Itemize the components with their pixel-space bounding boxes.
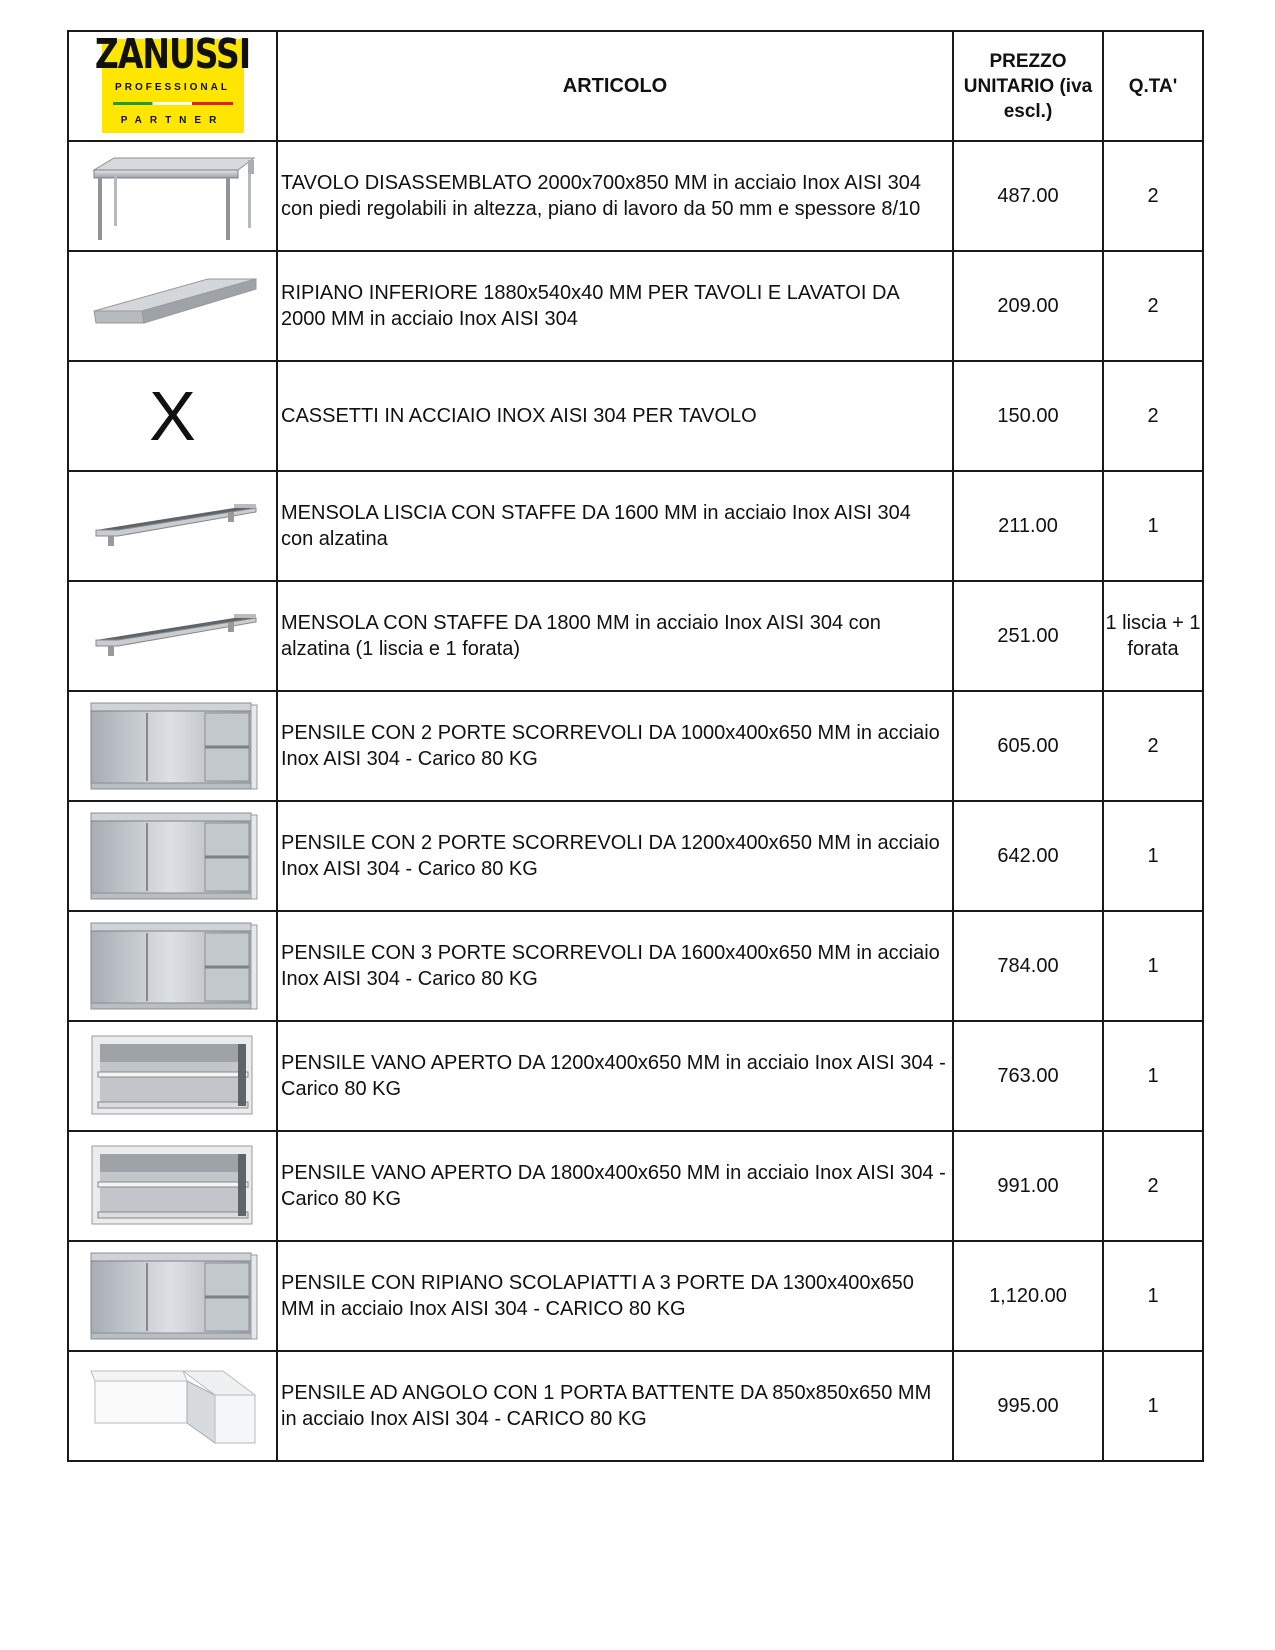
table-row bbox=[68, 141, 1203, 251]
header-row bbox=[68, 31, 1203, 141]
product-image-cell bbox=[68, 801, 277, 911]
table-row bbox=[68, 1241, 1203, 1351]
logo-line1: PROFESSIONAL bbox=[115, 82, 230, 93]
sliding-cabinet-image bbox=[69, 809, 276, 903]
table-row bbox=[68, 1351, 1203, 1461]
item-description: PENSILE VANO APERTO DA 1200x400x650 MM in acciaio Inox AISI 304 - Carico 80 KG bbox=[277, 1021, 953, 1131]
table-image bbox=[69, 148, 276, 244]
item-description: CASSETTI IN ACCIAIO INOX AISI 304 PER TAVOLO bbox=[277, 361, 953, 471]
header-qty: Q.TA' bbox=[1103, 31, 1203, 141]
sliding-cabinet-image bbox=[69, 1249, 276, 1343]
table-row bbox=[68, 471, 1203, 581]
open-cabinet-image bbox=[69, 1032, 276, 1120]
unit-price: 1,120.00 bbox=[953, 1241, 1103, 1351]
x-mark: X bbox=[149, 377, 196, 455]
item-description: PENSILE CON 2 PORTE SCORREVOLI DA 1000x400x650 MM in acciaio Inox AISI 304 - Carico 80 KG bbox=[277, 691, 953, 801]
open-cabinet-image bbox=[69, 1142, 276, 1230]
product-image-cell bbox=[68, 1351, 277, 1461]
unit-price: 784.00 bbox=[953, 911, 1103, 1021]
item-description: PENSILE AD ANGOLO CON 1 PORTA BATTENTE DA 850x850x650 MM in acciaio Inox AISI 304 - CARICO 80 KG bbox=[277, 1351, 953, 1461]
product-image-cell bbox=[68, 251, 277, 361]
table-row bbox=[68, 361, 1203, 471]
product-image-cell bbox=[68, 691, 277, 801]
table-row bbox=[68, 1021, 1203, 1131]
product-image-cell bbox=[68, 1021, 277, 1131]
logo-cell bbox=[68, 31, 277, 141]
quantity: 2 bbox=[1103, 141, 1203, 251]
quantity: 2 bbox=[1103, 361, 1203, 471]
item-description: PENSILE CON RIPIANO SCOLAPIATTI A 3 PORTE DA 1300x400x650 MM in acciaio Inox AISI 304 - CARICO 80 KG bbox=[277, 1241, 953, 1351]
item-description: MENSOLA LISCIA CON STAFFE DA 1600 MM in acciaio Inox AISI 304 con alzatina bbox=[277, 471, 953, 581]
unit-price: 763.00 bbox=[953, 1021, 1103, 1131]
logo-brand: ZANUSSI bbox=[94, 29, 251, 78]
table-row bbox=[68, 691, 1203, 801]
sliding-cabinet-image bbox=[69, 699, 276, 793]
item-description: TAVOLO DISASSEMBLATO 2000x700x850 MM in acciaio Inox AISI 304 con piedi regolabili in altezza, piano di lavoro da 50 mm e spessore 8/10 bbox=[277, 141, 953, 251]
wall-shelf-image bbox=[69, 604, 276, 668]
table-row bbox=[68, 911, 1203, 1021]
product-image-cell bbox=[68, 471, 277, 581]
wall-shelf-image bbox=[69, 494, 276, 558]
quantity: 1 liscia + 1 forata bbox=[1103, 581, 1203, 691]
price-table bbox=[67, 30, 1204, 1462]
logo-tricolor-stripe bbox=[113, 102, 233, 105]
unit-price: 251.00 bbox=[953, 581, 1103, 691]
product-image-cell bbox=[68, 141, 277, 251]
quantity: 2 bbox=[1103, 691, 1203, 801]
item-description: RIPIANO INFERIORE 1880x540x40 MM PER TAVOLI E LAVATOI DA 2000 MM in acciaio Inox AISI 304 bbox=[277, 251, 953, 361]
unit-price: 605.00 bbox=[953, 691, 1103, 801]
unit-price: 487.00 bbox=[953, 141, 1103, 251]
header-price: PREZZO UNITARIO (iva escl.) bbox=[953, 31, 1103, 141]
item-description: PENSILE CON 2 PORTE SCORREVOLI DA 1200x400x650 MM in acciaio Inox AISI 304 - Carico 80 KG bbox=[277, 801, 953, 911]
zanussi-logo bbox=[94, 29, 251, 133]
item-description: PENSILE CON 3 PORTE SCORREVOLI DA 1600x400x650 MM in acciaio Inox AISI 304 - Carico 80 KG bbox=[277, 911, 953, 1021]
product-image-cell bbox=[68, 911, 277, 1021]
unit-price: 211.00 bbox=[953, 471, 1103, 581]
quantity: 1 bbox=[1103, 911, 1203, 1021]
table-row bbox=[68, 251, 1203, 361]
quantity: 2 bbox=[1103, 251, 1203, 361]
product-image-cell bbox=[68, 581, 277, 691]
product-image-cell bbox=[68, 361, 277, 471]
product-image-cell bbox=[68, 1241, 277, 1351]
unit-price: 642.00 bbox=[953, 801, 1103, 911]
corner-cabinet-image bbox=[69, 1365, 276, 1447]
item-description: MENSOLA CON STAFFE DA 1800 MM in acciaio Inox AISI 304 con alzatina (1 liscia e 1 forata) bbox=[277, 581, 953, 691]
shelf-panel-image bbox=[69, 271, 276, 341]
table-row bbox=[68, 801, 1203, 911]
quantity: 1 bbox=[1103, 1241, 1203, 1351]
table-row bbox=[68, 1131, 1203, 1241]
logo-line2: PARTNER bbox=[120, 115, 225, 126]
unit-price: 995.00 bbox=[953, 1351, 1103, 1461]
item-description: PENSILE VANO APERTO DA 1800x400x650 MM in acciaio Inox AISI 304 - Carico 80 KG bbox=[277, 1131, 953, 1241]
unit-price: 991.00 bbox=[953, 1131, 1103, 1241]
quantity: 1 bbox=[1103, 471, 1203, 581]
unit-price: 209.00 bbox=[953, 251, 1103, 361]
table-row bbox=[68, 581, 1203, 691]
quantity: 1 bbox=[1103, 1351, 1203, 1461]
quantity: 1 bbox=[1103, 1021, 1203, 1131]
header-article: ARTICOLO bbox=[277, 31, 953, 141]
product-image-cell bbox=[68, 1131, 277, 1241]
quantity: 2 bbox=[1103, 1131, 1203, 1241]
sliding-cabinet-image bbox=[69, 919, 276, 1013]
quantity: 1 bbox=[1103, 801, 1203, 911]
unit-price: 150.00 bbox=[953, 361, 1103, 471]
